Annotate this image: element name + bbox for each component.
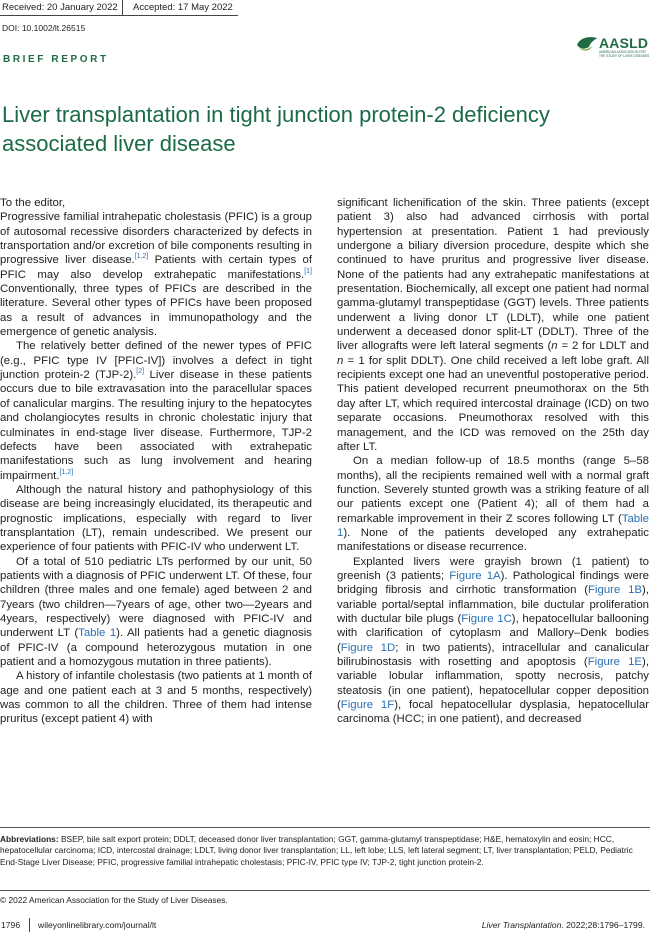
text-run: = 2 for LDLT and (557, 340, 649, 353)
text-run: Conventionally, three types of PFICs are described in the literature. Several other types of PFICs have been proposed as a result of advances in immunopathology and the emergence of genetic analysis. (0, 283, 312, 339)
text-run: ), variable lobular inflammation, spotty necrosis, patchy steatosis (in one patient), hepatocellular copper deposition ( (337, 656, 649, 712)
text-run: Patients with certain types of PFIC may also develop extrahepatic manifestations. (0, 254, 312, 281)
abbreviations (0, 834, 640, 868)
reference-link[interactable]: [1,2] (59, 468, 74, 476)
text-run: ), hepatocellular ballooning with clarification of cytoplasm and Mallory–Denk bodies ( (337, 612, 649, 654)
page-number: 1796 (1, 920, 21, 930)
paragraph (0, 555, 312, 670)
text-run: Liver disease in these patients occurs due to bile extravasation into the paracellular spaces of canalicular margins. The resulting injury to the hepatocytes and cholangiocytes results in chronic cholestatic injury that culminates in end-stage liver disease. Furthermore, TJP-2 defects have been associated with extrahepatic manifestations such as lung involvement and hearing impairment. (0, 369, 312, 482)
citation (482, 920, 645, 930)
aasld-logo (576, 33, 650, 63)
reference-link[interactable]: [1,2] (134, 253, 149, 261)
figure-link[interactable]: Figure 1F (340, 699, 395, 712)
abbreviations-rule (0, 827, 650, 828)
paragraph: A history of infantile cholestasis (two patients at 1 month of age and one patient each at 3 and 5 months, respectively) was common to all the children. Three of them had intense pruritus (except patient 4) with (0, 670, 312, 726)
paragraph (337, 196, 649, 454)
journal-name: Liver Transplantation (481, 920, 562, 930)
figure-link[interactable]: Figure 1D (340, 641, 396, 654)
text-run: = 1 for split DDLT). One child received a left lobe graft. All recipients except one had an uneventful postoperative period. This patient developed recurrent pneumothorax on the 5th day after LT, which required intercostal drainage (ICD) on two separate occasions. Pneumothorax resolved with this management, and the ICD was removed on the 25th day after LT. (337, 354, 649, 453)
footer-divider (29, 918, 30, 932)
doi-link[interactable]: DOI: 10.1002/lt.26515 (2, 23, 86, 33)
abbreviations-label: Abbreviations: (0, 834, 59, 844)
salutation: To the editor, (0, 197, 66, 209)
text-run: significant lichenification of the skin. Three patients (except patient 3) also had advanced cirrhosis with portal hypertension at presentation. Patient 1 had previously undergone a biliary diversion procedure, despite which she continued to have pruritus and progressive liver disease. None of the patients had any extrahepatic manifestations at presentation. Biochemically, all except one patient had normal gamma-glutamyl transpeptidase (GGT) levels. Three patients underwent a living donor LT (LDLT), while one patient underwent a deceased donor split-LT (DDLT). Three of the liver allografts were left lateral segments ( (337, 197, 649, 353)
article-header (0, 0, 650, 16)
italic-variable: n (337, 354, 344, 367)
paragraph (0, 339, 312, 482)
reference-link[interactable]: [2] (136, 368, 145, 376)
header-rule (0, 15, 238, 16)
abbreviations-text: BSEP, bile salt export protein; DDLT, deceased donor liver transplantation; GGT, gamma-glutamyl transpeptidase; H&E, hematoxylin and eosin; HCC, hepatocellular carcinoma; ICD, intercostal drainage; LDLT, living donor liver transplantation; LL, left lobe; LLS, left lateral segment; LT, liver transplantation; PELD, Pediatric End-Stage Liver Disease; PFIC, progressive familial intrahepatic cholestasis; PFIC-IV, PFIC type IV; TJP-2, tight junction protein-2. (0, 834, 633, 867)
text-run: ). All patients had a genetic diagnosis of PFIC-IV (a compound heterozygous mutation in one patient and a homozygous mutation in three patients). (0, 627, 312, 668)
copyright: © 2022 American Association for the Study of Liver Diseases. (0, 895, 228, 905)
paragraph (337, 454, 649, 554)
paragraph (0, 210, 312, 339)
text-run: ). Pathological findings were bridging fibrosis and cirrhotic transformation ( (337, 569, 649, 597)
italic-variable: n (551, 340, 558, 353)
journal-url[interactable]: wileyonlinelibrary.com/journal/lt (38, 920, 157, 930)
section-label: BRIEF REPORT (3, 54, 109, 65)
figure-link[interactable]: Figure 1A (449, 569, 501, 582)
logo-subtitle: AMERICAN ASSOCIATION FOR THE STUDY OF LIVER DISEASES (599, 50, 650, 58)
text-run: Progressive familial intrahepatic cholestasis (PFIC) is a group of autosomal recessive disorders characterized by defects in transportation and/or excretion of bile components resulting in progressive liver disease. (0, 211, 312, 267)
received-date: Received: 20 January 2022 (2, 2, 118, 13)
body-column-left (0, 196, 312, 727)
logo-name: AASLD (599, 35, 649, 51)
figure-link[interactable]: Figure 1B (588, 584, 643, 597)
text-run: Explanted livers were grayish brown (1 patient) to greenish (3 patients; (337, 555, 649, 582)
paragraph (337, 555, 649, 727)
text-run: ), focal hepatocellular dysplasia, hepatocellular carcinoma (HCC; in one patient), and decreased (337, 699, 649, 726)
text-run: On a median follow-up of 18.5 months (range 5–58 months), all the recipients remained well with a normal graft function. Severely stunted growth was a striking feature of all our patients except one (Patient 4); all of them had a remarkable improvement in their Z scores following LT ( (337, 455, 649, 525)
article-title: Liver transplantation in tight junction protein-2 deficiency associated liver disease (2, 102, 550, 156)
page-footer (0, 918, 650, 933)
text-run: ). None of the patients developed any extrahepatic manifestations or disease recurrence. (337, 526, 649, 554)
figure-link[interactable]: Figure 1C (461, 612, 512, 625)
text-run: Of a total of 510 pediatric LTs performed by our unit, 50 patients with a diagnosis of PFIC underwent LT. Of these, four children (three males and one female) aged between 2 and 7years (two children—7years of age, other two—2years and 4years, respectively) were diagnosed with PFIC-IV and underwent LT ( (0, 555, 312, 640)
text-run: The relatively better defined of the newer types of PFIC (e.g., PFIC type IV [PFIC-IV]) involves a defect in tight junction protein-2 (TJP-2). (0, 340, 312, 382)
copyright-rule (0, 890, 650, 891)
citation-details: . 2022;28:1796–1799. (561, 920, 645, 930)
table-link[interactable]: Table 1 (337, 512, 649, 539)
accepted-date: Accepted: 17 May 2022 (133, 2, 233, 13)
table-link[interactable]: Table 1 (78, 627, 117, 640)
text-run: ), variable portal/septal inflammation, bile ductular proliferation with ductular bile plugs ( (337, 584, 649, 625)
reference-link[interactable]: [1] (304, 267, 312, 275)
body-column-right (337, 196, 649, 727)
paragraph: Although the natural history and pathophysiology of this disease are being increasingly elucidated, its therapeutic and prognostic implications, especially with regard to liver transplantation (LT), remain undescribed. We present our experience of four patients with PFIC-IV who underwent LT. (0, 483, 312, 554)
header-divider (122, 0, 123, 15)
text-run: ; in two patients), intracellular and canalicular bilirubinostasis with rosetting and apoptosis ( (337, 641, 650, 668)
liver-leaf-icon (576, 35, 598, 53)
figure-link[interactable]: Figure 1E (587, 656, 643, 668)
